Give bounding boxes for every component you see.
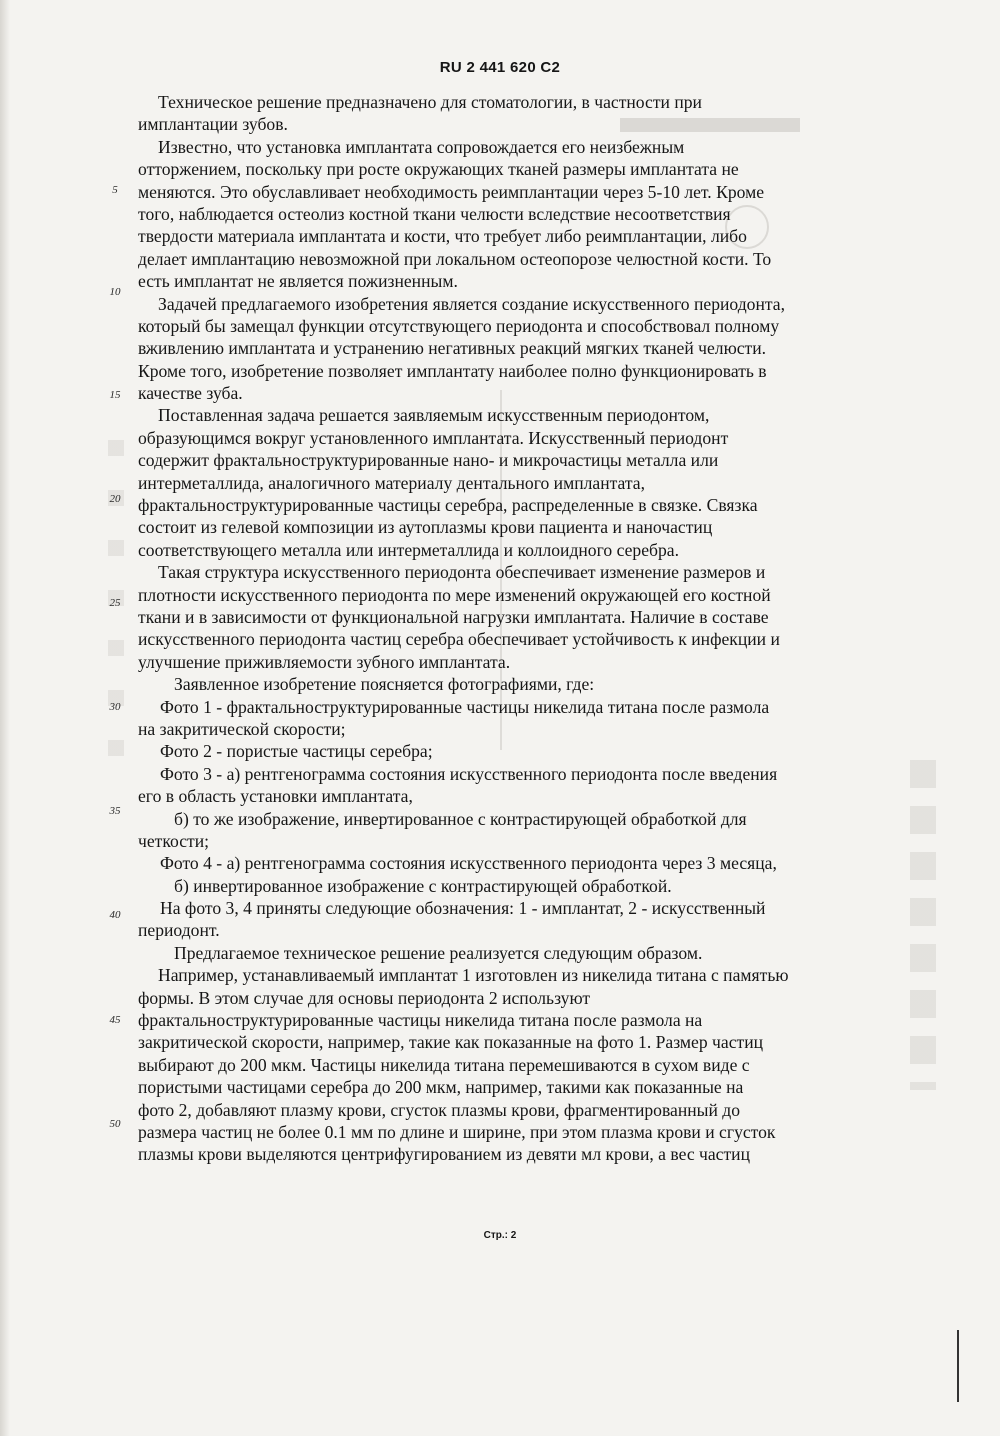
line-number: 45	[109, 1014, 121, 1026]
text-line: пористыми частицами серебра до 200 мкм, например, такими как показанные на	[138, 1077, 744, 1098]
text-line: размера частиц не более 0.1 мм по длине и ширине, при этом плазма крови и сгусток	[138, 1121, 776, 1142]
text-line: Такая структура искусственного периодонта обеспечивает изменение размеров и	[158, 562, 766, 583]
text-line: Задачей предлагаемого изобретения является создание искусственного периодонта,	[158, 293, 785, 314]
text-line: периодонт.	[138, 920, 220, 941]
text-line: имплантации зубов.	[138, 114, 288, 135]
line-number: 25	[109, 597, 121, 609]
line-number: 35	[109, 805, 121, 817]
text-line: Поставленная задача решается заявляемым искусственным периодонтом,	[158, 405, 710, 426]
text-line: Кроме того, изобретение позволяет имплантату наиболее полно функционировать в	[138, 360, 767, 381]
text-line: На фото 3, 4 приняты следующие обозначения: 1 - имплантат, 2 - искусственный	[160, 898, 766, 919]
text-line: меняются. Это обуславливает необходимость реимплантации через 5-10 лет. Кроме	[138, 181, 765, 202]
text-line: на закритической скорости;	[138, 718, 346, 739]
line-number: 10	[109, 286, 121, 298]
line-number: 40	[109, 909, 121, 921]
description-body	[138, 91, 858, 1166]
line-number: 5	[112, 184, 118, 196]
text-line: того, наблюдается остеолиз костной ткани челюсти вследствие несоответствия	[138, 203, 731, 224]
text-line: Например, устанавливаемый имплантат 1 изготовлен из никелида титана с памятью	[158, 965, 789, 986]
text-line: Фото 3 - а) рентгенограмма состояния искусственного периодонта после введения	[160, 763, 778, 784]
text-line: фрактальноструктурированные частицы серебра, распределенные в связке. Связка	[138, 495, 758, 516]
text-line: б) инвертированное изображение с контрастирующей обработкой.	[174, 875, 672, 896]
text-line: Заявленное изобретение поясняется фотографиями, где:	[174, 674, 595, 695]
text-line: Фото 2 - пористые частицы серебра;	[160, 741, 433, 762]
text-line: есть имплантат не является пожизненным.	[138, 271, 458, 292]
text-line: фрактальноструктурированные частицы никелида титана после размола на	[138, 1010, 703, 1031]
page-edge-shadow	[0, 0, 10, 1436]
text-line: Фото 1 - фрактальноструктурированные частицы никелида титана после размола	[160, 696, 770, 717]
text-line: фото 2, добавляют плазму крови, сгусток плазмы крови, фрагментированный до	[138, 1099, 741, 1120]
text-line: делает имплантацию невозможной при локальном остеопорозе челюстной кости. То	[138, 248, 772, 269]
margin-mark	[957, 1330, 959, 1402]
text-line: б) то же изображение, инвертированное с контрастирующей обработкой для	[174, 808, 747, 829]
text-line: интерметаллида, аналогичного материалу дентального имплантата,	[138, 472, 646, 493]
text-line: формы. В этом случае для основы периодонта 2 используют	[138, 987, 591, 1008]
text-line: Предлагаемое техническое решение реализуется следующим образом.	[174, 942, 703, 963]
line-number: 15	[109, 389, 121, 401]
text-line: Известно, что установка имплантата сопровождается его неизбежным	[158, 136, 685, 157]
text-line: соответствующего металла или интерметаллида и коллоидного серебра.	[138, 539, 679, 560]
text-line: отторжением, поскольку при росте окружающих тканей размеры имплантата не	[138, 159, 739, 180]
text-line: выбирают до 200 мкм. Частицы никелида титана перемешиваются в сухом виде с	[138, 1054, 750, 1075]
text-line: четкости;	[138, 830, 210, 851]
text-line: содержит фрактальноструктурированные нано- и микрочастицы металла или	[138, 450, 719, 471]
text-line: плотности искусственного периодонта по мере изменений окружающей его костной	[138, 584, 771, 605]
text-line: Фото 4 - а) рентгенограмма состояния искусственного периодонта через 3 месяца,	[160, 853, 777, 874]
text-line: ткани и в зависимости от функциональной нагрузки имплантата. Наличие в составе	[138, 606, 769, 627]
text-line: искусственного периодонта частиц серебра обеспечивает устойчивость к инфекции и	[138, 629, 780, 650]
text-line: образующимся вокруг установленного имплантата. Искусственный периодонт	[138, 427, 729, 448]
text-line: Техническое решение предназначено для стоматологии, в частности при	[158, 92, 702, 112]
text-line: который бы замещал функции отсутствующего периодонта и способствовал полному	[138, 315, 780, 336]
text-line: плазмы крови выделяются центрифугированием из девяти мл крови, а вес частиц	[138, 1144, 751, 1165]
text-line: улучшение приживляемости зубного имплантата.	[138, 651, 511, 672]
line-number: 20	[109, 493, 121, 505]
text-line: закритической скорости, например, такие как показанные на фото 1. Размер частиц	[138, 1032, 764, 1053]
text-line: качестве зуба.	[138, 383, 243, 404]
line-number: 30	[109, 701, 121, 713]
patent-header: RU 2 441 620 C2	[439, 59, 561, 76]
text-line: твердости материала имплантата и кости, что требует либо реимплантации, либо	[138, 226, 747, 247]
line-number: 50	[109, 1118, 121, 1130]
bleed-through-vertical-number	[910, 760, 936, 1090]
text-line: вживлению имплантата и устранению негативных реакций мягких тканей челюсти.	[138, 338, 767, 359]
text-line: состоит из гелевой композиции из аутоплазмы крови пациента и наночастиц	[138, 517, 713, 538]
page-footer: Стр.: 2	[483, 1230, 517, 1241]
text-line: его в область установки имплантата,	[138, 786, 413, 807]
